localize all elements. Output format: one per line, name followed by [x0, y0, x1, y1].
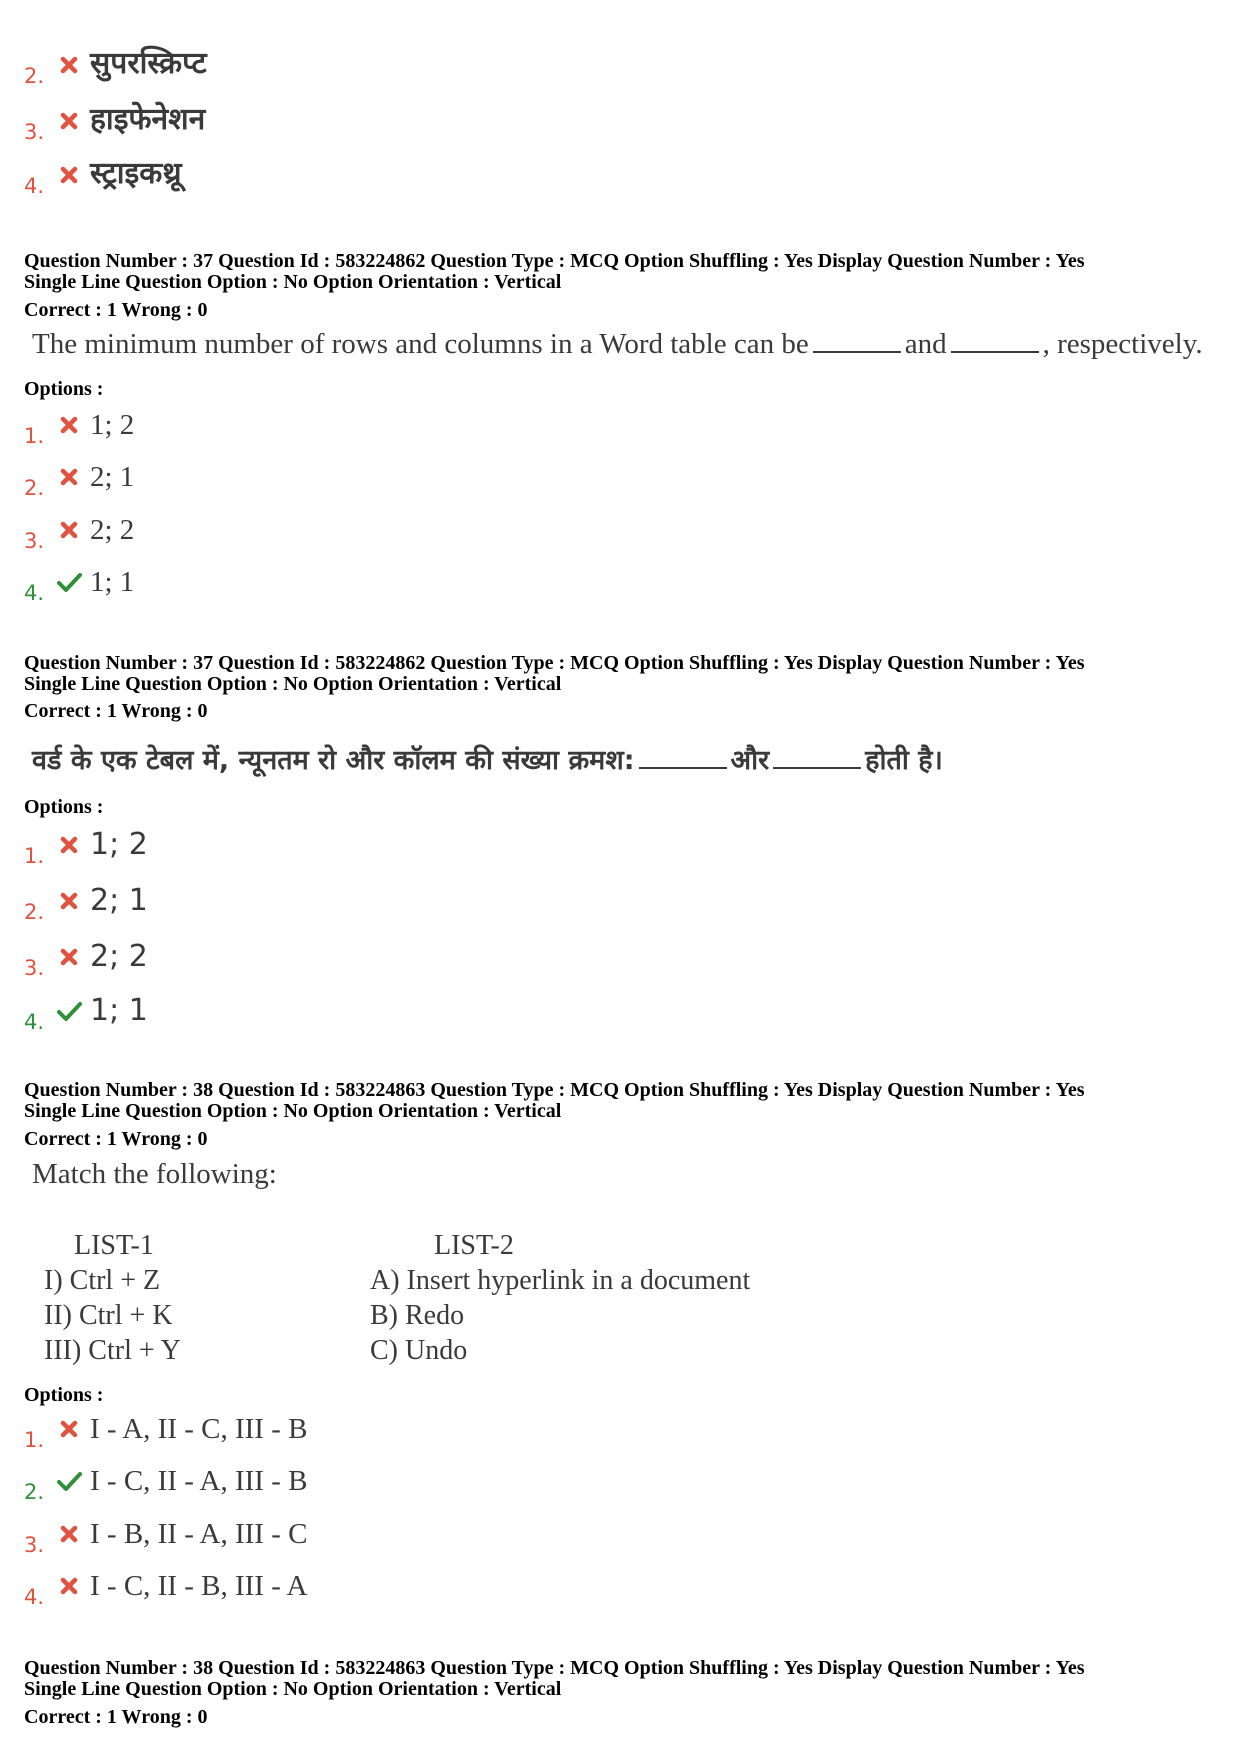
cross-icon	[56, 944, 82, 970]
answer-blank	[813, 329, 901, 353]
question-meta	[24, 251, 1084, 293]
list-item: B) Redo	[370, 1300, 465, 1331]
option-text: 2; 1	[90, 883, 148, 918]
meta-line: Question Number : 37 Question Id : 583224862 Question Type : MCQ Option Shuffling : Yes Display Question Number : Yes	[24, 652, 1085, 674]
option-text: 2; 2	[90, 939, 148, 974]
option-text: I - B, II - A, III - C	[90, 1518, 308, 1550]
cross-icon	[56, 888, 82, 914]
option-text: सुपरस्क्रिप्ट	[90, 46, 207, 81]
option-number: 3.	[24, 1533, 45, 1557]
list-header: LIST-1	[74, 1230, 154, 1261]
question-text-part: वर्ड के एक टेबल में, न्यूनतम रो और कॉलम की संख्या क्रमश:	[32, 745, 635, 776]
options-label: Options :	[24, 1384, 104, 1406]
meta-line: Question Number : 37 Question Id : 583224862 Question Type : MCQ Option Shuffling : Yes Display Question Number : Yes	[24, 250, 1085, 272]
question-text-part: and	[904, 328, 947, 360]
question-text	[32, 740, 943, 777]
list-header: LIST-2	[434, 1230, 514, 1261]
cross-icon	[56, 162, 82, 188]
answer-blank	[951, 329, 1039, 353]
cross-icon	[56, 1521, 82, 1547]
option-number: 2.	[24, 900, 45, 924]
question-text-part: और	[730, 745, 770, 776]
options-label: Options :	[24, 378, 104, 400]
check-icon	[56, 998, 82, 1024]
question-text-part: The minimum number of rows and columns in a Word table can be	[32, 328, 809, 360]
list-item: C) Undo	[370, 1335, 468, 1366]
meta-line: Single Line Question Option : No Option Orientation : Vertical	[24, 1100, 562, 1122]
question-meta	[24, 1658, 1084, 1700]
score-line: Correct : 1 Wrong : 0	[24, 1128, 208, 1150]
check-icon	[56, 1468, 82, 1494]
option-number: 4.	[24, 1585, 45, 1609]
option-text: 2; 1	[90, 461, 135, 493]
cross-icon	[56, 1416, 82, 1442]
question-text: Match the following:	[32, 1158, 277, 1190]
option-number: 2.	[24, 64, 45, 88]
list-item: A) Insert hyperlink in a document	[370, 1265, 751, 1296]
answer-blank	[639, 745, 727, 769]
option-text: 1; 2	[90, 409, 135, 441]
option-number: 1.	[24, 844, 45, 868]
list-item: III) Ctrl + Y	[44, 1335, 181, 1366]
option-number: 1.	[24, 424, 45, 448]
cross-icon	[56, 1573, 82, 1599]
option-text: 1; 2	[90, 827, 148, 862]
cross-icon	[56, 832, 82, 858]
cross-icon	[56, 412, 82, 438]
score-line: Correct : 1 Wrong : 0	[24, 700, 208, 722]
options-label: Options :	[24, 796, 104, 818]
question-meta	[24, 1080, 1084, 1122]
option-text: 1; 1	[90, 993, 148, 1028]
cross-icon	[56, 52, 82, 78]
option-text: हाइफेनेशन	[90, 102, 206, 137]
cross-icon	[56, 464, 82, 490]
list-item: I) Ctrl + Z	[44, 1265, 161, 1296]
option-number: 3.	[24, 120, 45, 144]
score-line: Correct : 1 Wrong : 0	[24, 299, 208, 321]
option-number: 3.	[24, 529, 45, 553]
meta-line: Single Line Question Option : No Option Orientation : Vertical	[24, 271, 562, 293]
option-text: स्ट्राइकथ्रू	[90, 156, 182, 191]
check-icon	[56, 569, 82, 595]
question-text-part: , respectively.	[1042, 328, 1203, 360]
option-text: 2; 2	[90, 514, 135, 546]
option-number: 4.	[24, 1010, 45, 1034]
option-text: 1; 1	[90, 566, 135, 598]
cross-icon	[56, 517, 82, 543]
match-list-1	[44, 1228, 181, 1368]
score-line: Correct : 1 Wrong : 0	[24, 1706, 208, 1728]
question-text-part: होती है।	[865, 745, 943, 776]
question-text	[32, 328, 1203, 361]
meta-line: Single Line Question Option : No Option Orientation : Vertical	[24, 1678, 562, 1700]
list-item: II) Ctrl + K	[44, 1300, 173, 1331]
option-number: 1.	[24, 1428, 45, 1452]
option-number: 4.	[24, 174, 45, 198]
meta-line: Question Number : 38 Question Id : 583224863 Question Type : MCQ Option Shuffling : Yes Display Question Number : Yes	[24, 1657, 1085, 1679]
option-number: 4.	[24, 581, 45, 605]
option-text: I - A, II - C, III - B	[90, 1413, 308, 1445]
option-number: 2.	[24, 476, 45, 500]
meta-line: Question Number : 38 Question Id : 583224863 Question Type : MCQ Option Shuffling : Yes Display Question Number : Yes	[24, 1079, 1085, 1101]
option-number: 3.	[24, 956, 45, 980]
option-text: I - C, II - B, III - A	[90, 1570, 308, 1602]
question-meta	[24, 653, 1084, 695]
match-list-2	[370, 1228, 750, 1368]
option-number: 2.	[24, 1480, 45, 1504]
cross-icon	[56, 108, 82, 134]
meta-line: Single Line Question Option : No Option Orientation : Vertical	[24, 673, 562, 695]
answer-blank	[773, 745, 861, 769]
option-text: I - C, II - A, III - B	[90, 1465, 308, 1497]
